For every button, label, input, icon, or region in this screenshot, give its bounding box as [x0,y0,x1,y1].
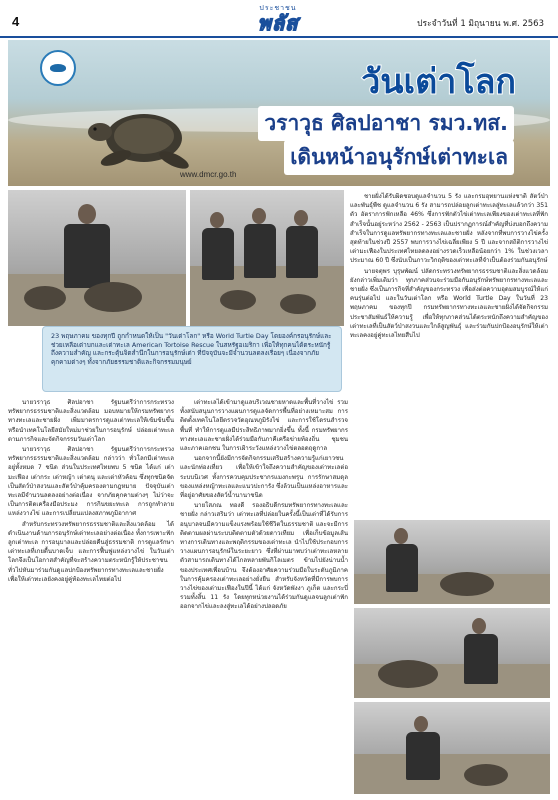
paragraph: สำหรับกระทรวงทรัพยากรธรรมชาติและสิ่งแวดล้อม ได้ดำเนินงานด้านการอนุรักษ์เต่าทะเลอย่างต่อเนื่อง ทั้งการเพาะฟักลูกเต่าทะเล การอนุบาลและปล่อยคืนสู่ธรรมชาติ การดูแลรักษาเต่าทะเลที่เกยตื้นบาดเจ็บ และการฟื้นฟูแหล่งวางไข่ ในวันเต่าโลกจึงเป็นโอกาสสำคัญที่จะสร้างความตระหนักรู้ให้ประชาชนทั่วไปหันมาร่วมกันดูแลปกป้องทรัพยากรทางทะเลและชายฝั่ง เพื่อให้เต่าทะเลยังคงอยู่คู่ท้องทะเลไทยต่อไป [8,520,174,583]
issue-date: ประจำวันที่ 1 มิถุนายน พ.ศ. 2563 [417,19,544,29]
column-middle [180,398,348,794]
sea-turtle-icon [86,98,198,172]
page-number: 4 [12,14,20,29]
hero-headline-1: วราวุธ ศิลปอาชา รมว.ทส. [258,106,514,141]
website-url: www.dmcr.go.th [180,170,237,179]
paragraph: เต่าทะเลได้เข้ามาดูแลบริเวณชายหาดและพื้นที่วางไข่ รวมทั้งสนับสนุนการวางแผนการดูแลจัดการพื้นที่อย่างเหมาะสม การติดตั้งเทคโนโลยีตรวจวัดอุณหภูมิรังไข่ และการใช้โดรนสำรวจพื้นที่ ทำให้การดูแลมีประสิทธิภาพมากยิ่งขึ้น ทั้งนี้ กรมทรัพยากรทางทะเลและชายฝั่งได้ร่วมมือกับภาคีเครือข่ายท้องถิ่น ชุมชน และภาคเอกชน ในการเฝ้าระวังแหล่งวางไข่ตลอดฤดูกาล [180,399,348,453]
department-seal-icon [40,50,76,86]
photo-minister-release [8,190,186,326]
column-left [8,398,174,794]
paragraph: นายจตุพร บุรุษพัฒน์ ปลัดกระทรวงทรัพยากรธรรมชาติและสิ่งแวดล้อม ยังกล่าวเพิ่มเติมว่า ทุกภาคส่วนจะร่วมมือกันอนุรักษ์ทรัพยากรทางทะเลและชายฝั่ง ซึ่งเป็นภารกิจที่สำคัญของกระทรวง เพื่อส่งต่อความอุดมสมบูรณ์ให้แก่คนรุ่นต่อไป และในวันเต่าโลก หรือ World Turtle Day ในวันที่ 23 พฤษภาคม ของทุกปี กรมทรัพยากรทางทะเลและชายฝั่งได้จัดกิจกรรมประชาสัมพันธ์ให้ความรู้ เพื่อให้ทุกภาคส่วนได้ตระหนักถึงความสำคัญของเต่าทะเลที่เป็นสัตว์ป่าสงวนและใกล้สูญพันธุ์ และร่วมกันปกป้องอนุรักษ์ให้เต่าทะเลคงอยู่คู่ทะเลไทยสืบไป [350,267,548,340]
paragraph: นายวราวุธ ศิลปอาชา รัฐมนตรีว่าการกระทรวงทรัพยากรธรรมชาติและสิ่งแวดล้อม มอบหมายให้กรมทรัพยากรทางทะเลและชายฝั่ง เพิ่มมาตรการดูแลเต่าทะเลให้เข้มข้นขึ้น หรือนำเทคโนโลยีสมัยใหม่มาช่วยในการอนุรักษ์ ปล่อยเต่าทะเลตามภารกิจและจัดกิจกรรมวันเต่าโลก [8,399,174,443]
photo-turtle-handling [354,608,550,698]
photo-caption: 23 พฤษภาคม ของทุกปี ถูกกำหนดให้เป็น "วันเต่าโลก" หรือ World Turtle Day โดยองค์กรอนุรักษ์และช่วยเหลือเต่าบกและเต่าทะเล American Tortoise Rescue ในสหรัฐอเมริกา เพื่อให้ทุกคนได้ตระหนักรู้ถึงความสำคัญ และกระตุ้นจิตสำนึกในการอนุรักษ์เต่า ที่ปัจจุบันจะมีจำนวนลดลงเรื่อยๆ เนื่องจากภัยคุกคามต่างๆ ทั้งจากภัยธรรมชาติและกิจกรรมมนุษย์ [42,326,342,392]
logo-top-text: ประชาชน [259,5,297,12]
photo-group-release [190,190,344,326]
hero-banner [8,40,550,186]
photo-officials-turtle [354,520,550,604]
page-header [0,0,558,38]
hero-title: วันเต่าโลก [361,62,516,102]
hero-headline-2: เดินหน้าอนุรักษ์เต่าทะเล [284,140,514,175]
paragraph: นายโสภณ ทองดี รองอธิบดีกรมทรัพยากรทางทะเลและชายฝั่ง กล่าวเสริมว่า เต่าทะเลที่ปล่อยในครั้งนี้เป็นเต่าที่ได้รับการอนุบาลจนมีความแข็งแรงพร้อมใช้ชีวิตในธรรมชาติ และจะมีการติดตามผลผ่านระบบติดตามตัวด้วยดาวเทียม เพื่อเก็บข้อมูลเส้นทางการเดินทางและพฤติกรรมของเต่าทะเล นำไปใช้ประกอบการวางแผนการอนุรักษ์ในระยะยาว ซึ่งที่ผ่านมาพบว่าเต่าทะเลหลายตัวสามารถเดินทางได้ไกลหลายพันกิโลเมตร ข้ามไปยังน่านน้ำของประเทศเพื่อนบ้าน จึงต้องอาศัยความร่วมมือในระดับภูมิภาคในการคุ้มครองเต่าทะเลอย่างยั่งยืน สำหรับจังหวัดที่มีการพบการวางไข่ของเต่ามะเฟืองในปีนี้ ได้แก่ จังหวัดพังงา ภูเก็ต และกระบี่ รวมทั้งสิ้น 11 รัง โดยทุกหน่วยงานได้ร่วมกันดูแลจนลูกเต่าฟักออกจากไข่และลงสู่ทะเลได้อย่างปลอดภัย [180,502,348,611]
paragraph: ชายฝั่งได้รับผิดชอบดูแลจำนวน 5 รัง และกรมอุทยานแห่งชาติ สัตว์ป่า และพันธุ์พืช ดูแลจำนวน 6 รัง สามารถปล่อยลูกเต่าทะเลสู่ทะเลแล้วกว่า 351 ตัว อัตราการฟักเหลือ 46% ซึ่งการฟักตัวไข่เต่าทะเลเพียงของเต่าทะเลที่ฟักสำเร็จนั้นอยู่ระหว่าง 2562 - 2563 เป็นปรากฏการณ์สำคัญที่บ่งบอกถึงความสำเร็จในการดูแลทรัพยากรทางทะเลและชายฝั่ง หลังจากที่พบการวางไข่ครั้งสุดท้ายในช่วงปี 2557 พบการวางไข่เฉลี่ยเพียง 5 ปี และจากสถิติการวางไข่เต่ามะเฟืองในประเทศไทยลดลงอย่างรวดเร็วเหลือน้อยกว่า 1% ในช่วงเวลาประมาณ 60 ปี ซึ่งนับเป็นภาวะวิกฤติของเต่าทะเลที่จำเป็นต้องร่วมกันอนุรักษ์ [350,193,548,265]
paragraph: นอกจากนี้ยังมีการจัดกิจกรรมเสริมสร้างความรู้แก่เยาวชนและนักท่องเที่ยว เพื่อให้เข้าใจถึงความสำคัญของเต่าทะเลต่อระบบนิเวศ ทั้งการควบคุมประชากรแมงกะพรุน การรักษาสมดุลของแหล่งหญ้าทะเลและแนวปะการัง ซึ่งล้วนเป็นแหล่งอาหารและที่อยู่อาศัยของสัตว์น้ำนานาชนิด [180,455,349,500]
photo-beach-release [354,702,550,794]
column-right-top [350,192,548,516]
logo-main-text: พลัส [257,13,299,35]
paragraph: นายวราวุธ ศิลปอาชา รัฐมนตรีว่าการกระทรวงทรัพยากรธรรมชาติและสิ่งแวดล้อม กล่าวว่า ทั่วโลกมีเต่าทะเลอยู่ทั้งหมด 7 ชนิด ส่วนในประเทศไทยพบ 5 ชนิด ได้แก่ เต่ามะเฟือง เต่ากระ เต่าหญ้า เต่าตนุ และเต่าหัวค้อน ซึ่งทุกชนิดจัดเป็นสัตว์ป่าสงวนและสัตว์ป่าคุ้มครองตามกฎหมาย ปัจจุบันเต่าทะเลมีจำนวนลดลงอย่างต่อเนื่อง จากภัยคุกคามต่างๆ ไม่ว่าจะเป็นการติดเครื่องมือประมง การกินขยะทะเล การถูกทำลายแหล่งวางไข่ และการเปลี่ยนแปลงสภาพภูมิอากาศ [8,446,174,518]
publication-logo [240,3,316,33]
